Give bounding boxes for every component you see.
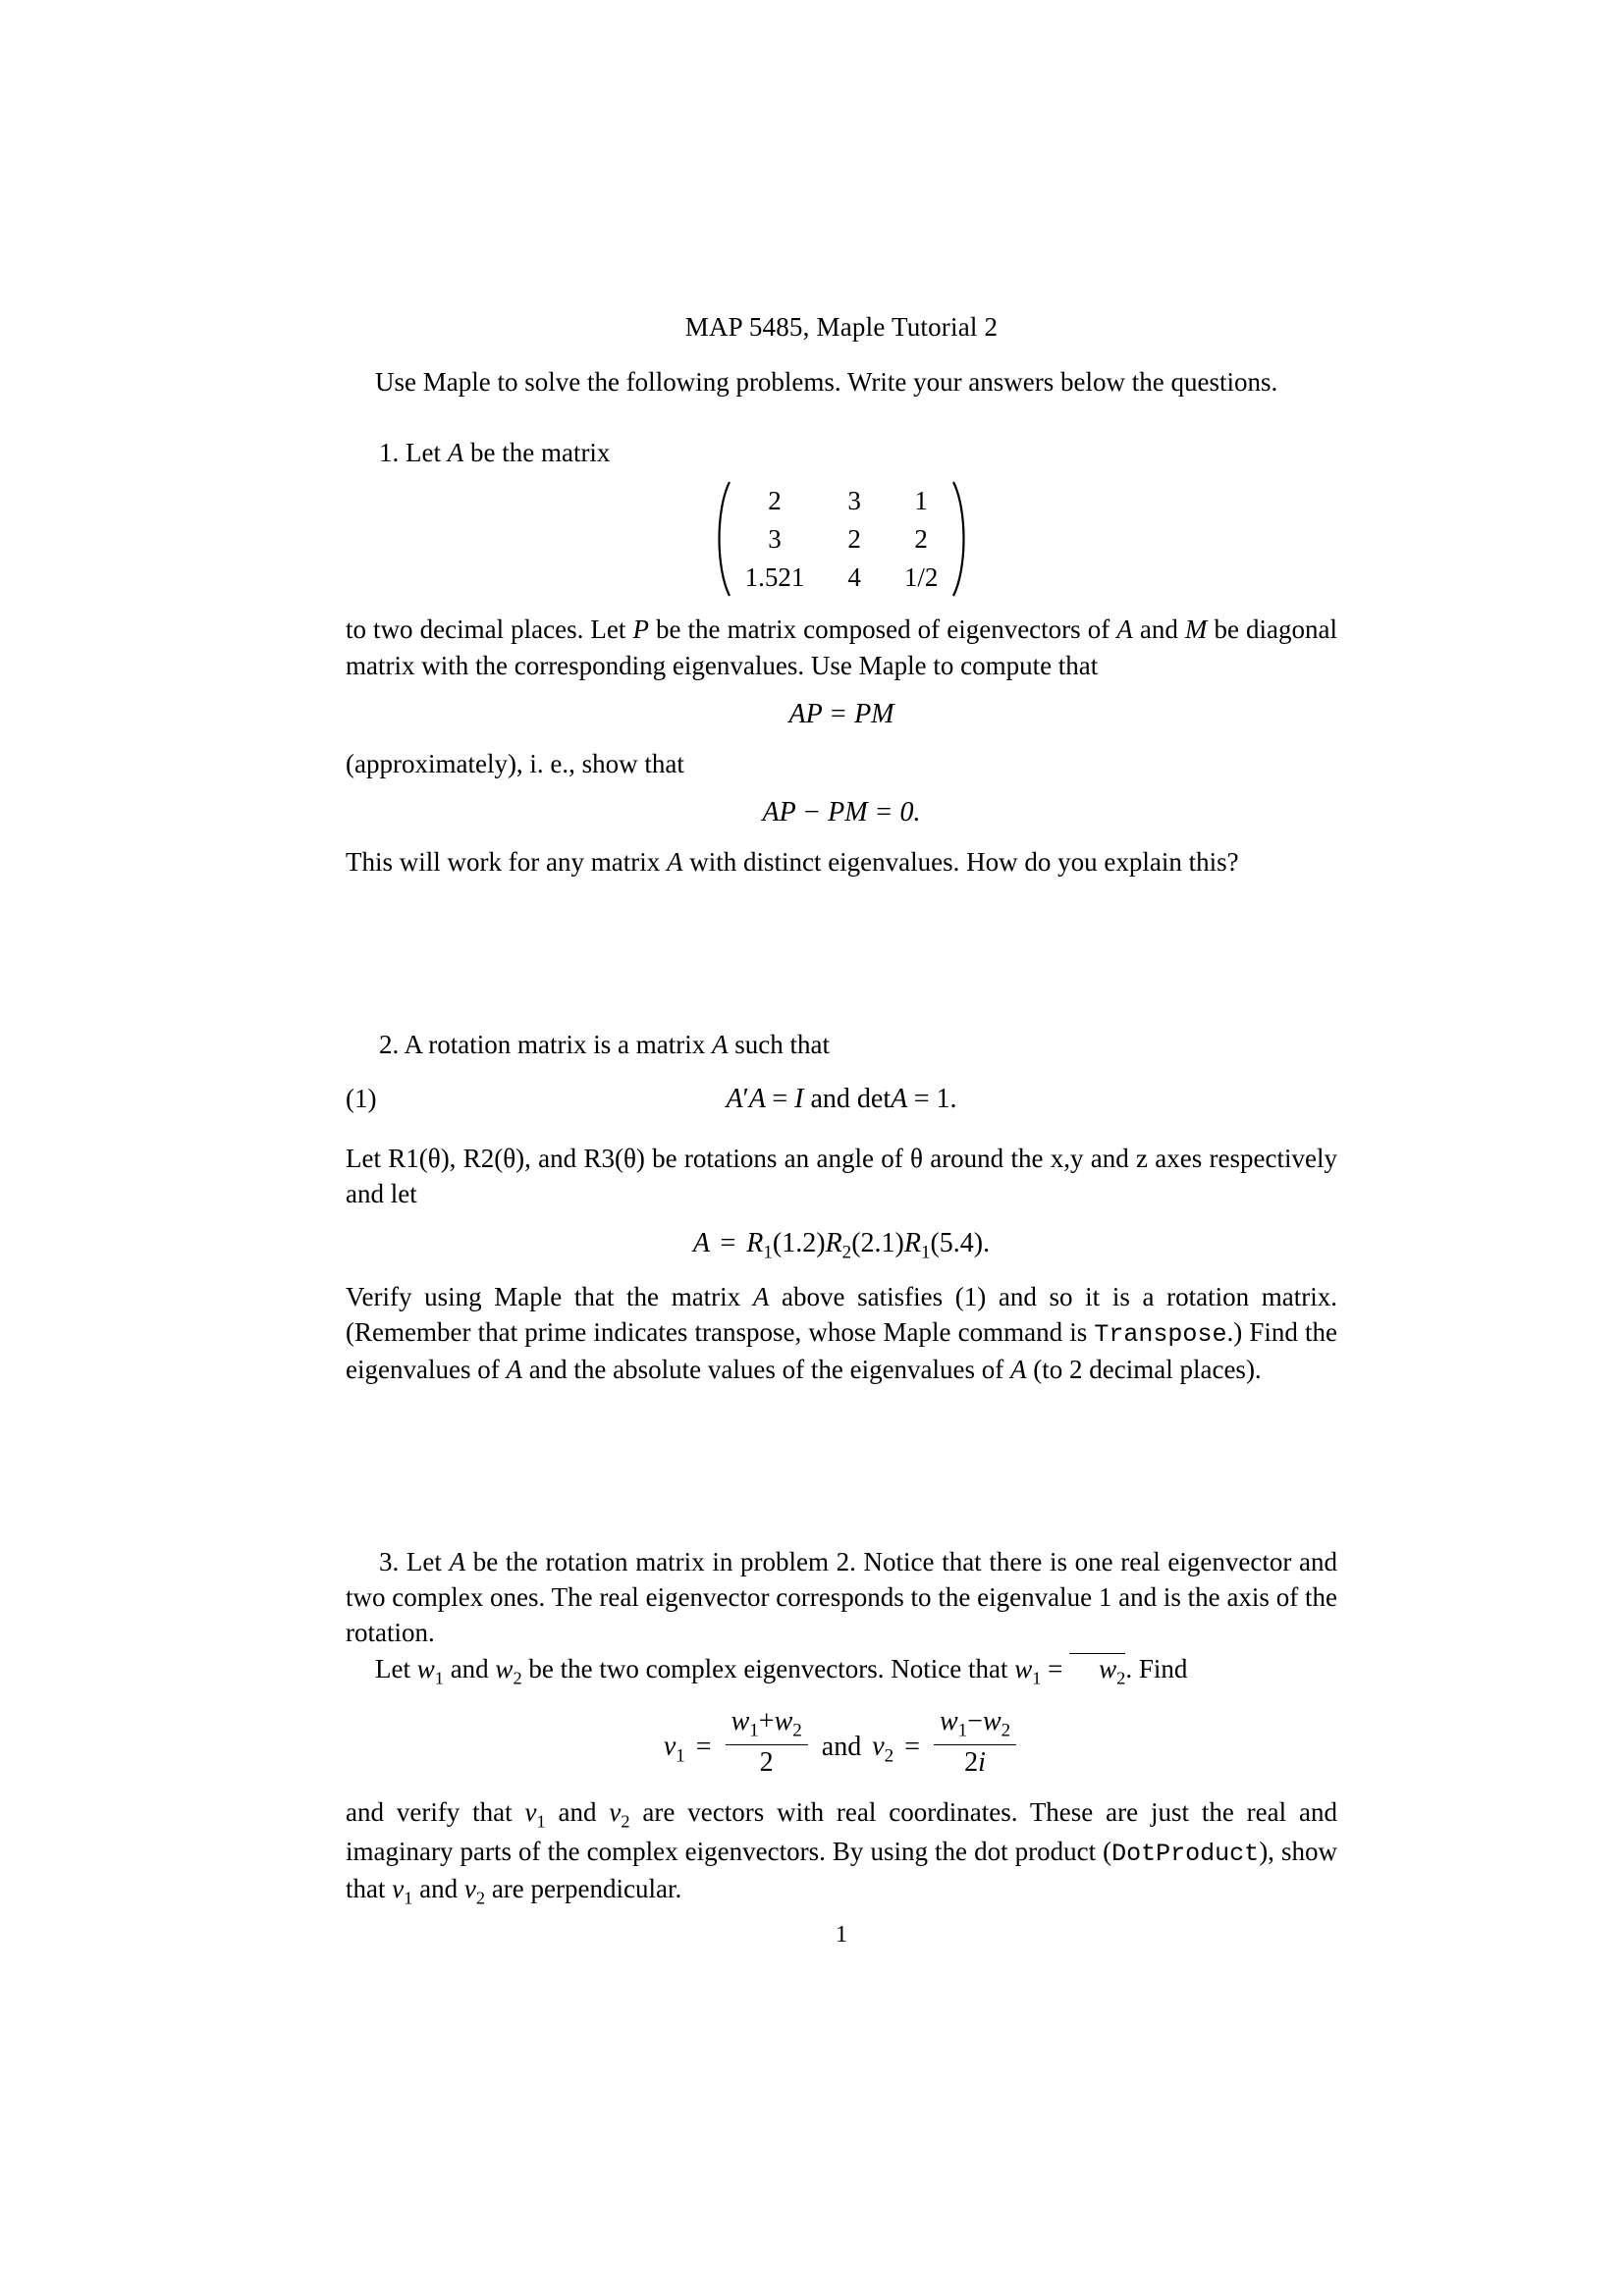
page-number: 1 bbox=[836, 1921, 847, 1948]
eq1-A3: A bbox=[891, 1084, 907, 1115]
eqA-R1-sub: 1 bbox=[763, 1242, 773, 1263]
problem-3-closing-2: and bbox=[545, 1797, 610, 1828]
eqA-R2-sub: 2 bbox=[841, 1242, 852, 1263]
var-v2-sub: 2 bbox=[884, 1745, 894, 1767]
problem-3-para2-3: be the two complex eigenvectors. Notice that bbox=[521, 1653, 1015, 1683]
matrix-cell: 3 bbox=[768, 523, 782, 554]
num-w2-sub: 2 bbox=[792, 1721, 802, 1742]
problem-3-closing-1: and verify that bbox=[346, 1797, 525, 1828]
var-w2-b: w bbox=[1099, 1653, 1117, 1683]
matrix-A-display bbox=[346, 480, 1337, 598]
matrix-cell: 1 bbox=[914, 485, 928, 515]
num2-w2: w bbox=[982, 1706, 1001, 1737]
fraction-v2-numerator bbox=[934, 1705, 1016, 1744]
spacer bbox=[346, 1387, 1337, 1544]
fraction-v2 bbox=[934, 1705, 1016, 1779]
var-M: M bbox=[1184, 614, 1208, 645]
left-paren-icon bbox=[708, 480, 733, 598]
var-A: A bbox=[1116, 614, 1133, 645]
var-A: A bbox=[666, 846, 683, 877]
var-w2-sub: 2 bbox=[513, 1667, 522, 1687]
fraction-v2-denominator bbox=[934, 1745, 1016, 1780]
problem-1-body-1: to two decimal places. Let bbox=[346, 614, 633, 645]
problem-1-closing-2: with distinct eigenvalues. How do you explain this? bbox=[682, 846, 1239, 877]
var-w1-b-sub: 1 bbox=[1032, 1667, 1042, 1687]
problem-1-lead-text-b: be the matrix bbox=[469, 438, 611, 468]
problem-3-para2-eq: = bbox=[1041, 1653, 1070, 1683]
plus-operator: + bbox=[758, 1706, 775, 1737]
eqA-arg2: (2.1) bbox=[851, 1227, 904, 1258]
var-v1-b: v bbox=[392, 1873, 405, 1903]
spacer bbox=[346, 880, 1337, 1027]
num2-w2-sub: 2 bbox=[1001, 1721, 1011, 1742]
problem-3-para-1 bbox=[346, 1544, 1337, 1651]
eqA-arg3: (5.4). bbox=[930, 1227, 991, 1258]
problem-1-matrix-var: A bbox=[447, 438, 464, 468]
equation-A-rotation-product bbox=[346, 1228, 1337, 1264]
num2-w1-sub: 1 bbox=[957, 1721, 968, 1742]
var-v1: v bbox=[524, 1797, 537, 1828]
matrix-cell: 1.521 bbox=[744, 561, 805, 592]
eqA-arg1: (1.2) bbox=[772, 1227, 826, 1258]
var-v1-sub: 1 bbox=[536, 1811, 546, 1832]
problem-1-body bbox=[346, 612, 1337, 682]
problem-2-closing-4: and the absolute values of the eigenvalues of bbox=[521, 1354, 1011, 1384]
problem-1-lead bbox=[346, 435, 1337, 470]
eq1-I: I bbox=[794, 1084, 804, 1115]
var-A: A bbox=[711, 1030, 729, 1060]
eq1-equals-1: = 1. bbox=[913, 1084, 957, 1115]
fraction-v1 bbox=[726, 1705, 808, 1779]
eqA-R3-sub: 1 bbox=[920, 1242, 931, 1263]
v1-equals: = bbox=[695, 1732, 712, 1763]
eqA-A: A bbox=[692, 1227, 710, 1258]
problem-2-closing bbox=[346, 1279, 1337, 1387]
problem-3-closing-4: ), show that bbox=[346, 1837, 1337, 1903]
problem-3-para1-1: Let bbox=[406, 1546, 450, 1576]
problem-3-para1-2: be the rotation matrix in problem 2. Notice that there is one real eigenvector and two complex ones. The real eigenvector corresponds to the eigenvalue 1 and is the axis of the rotation. bbox=[346, 1546, 1338, 1648]
problem-1-lead-text-a: Let bbox=[406, 438, 441, 468]
problem-2-rotations-text: Let R1(θ), R2(θ), and R3(θ) be rotations an angle of θ around the x,y and z axes respectively and let bbox=[346, 1144, 1337, 1209]
eqA-R3: R bbox=[903, 1227, 921, 1258]
maple-command-transpose: Transpose bbox=[1094, 1320, 1227, 1350]
matrix-cell: 2 bbox=[847, 523, 861, 554]
den2-imaginary-unit: i bbox=[978, 1746, 986, 1778]
problem-3-para2-4: . Find bbox=[1125, 1653, 1188, 1683]
maple-command-dotproduct: DotProduct bbox=[1111, 1840, 1260, 1869]
var-w2-b-sub: 2 bbox=[1116, 1667, 1126, 1687]
matrix-cell: 2 bbox=[768, 485, 782, 515]
var-P: P bbox=[632, 614, 649, 645]
v2-equals: = bbox=[904, 1732, 920, 1763]
num-w1-sub: 1 bbox=[749, 1721, 759, 1742]
var-A: A bbox=[1010, 1354, 1027, 1384]
equation-v1-v2-definitions bbox=[346, 1705, 1337, 1779]
var-w2: w bbox=[495, 1653, 514, 1683]
equation-AP-equals-PM: AP = PM bbox=[788, 698, 894, 729]
var-v1: v bbox=[663, 1732, 677, 1763]
problem-2-closing-2: above satisfies (1) and so it is a rotation matrix. (Remember that prime indicates transpose, whose Maple command is bbox=[346, 1282, 1337, 1348]
problem-2-lead-text-b: such that bbox=[728, 1030, 830, 1060]
eq1-equals: = bbox=[772, 1084, 788, 1115]
fraction-v1-numerator bbox=[726, 1705, 808, 1744]
num-w2: w bbox=[774, 1706, 793, 1737]
problem-1-body-2: be the matrix composed of eigenvectors of bbox=[648, 614, 1117, 645]
matrix-A bbox=[708, 480, 976, 598]
eq1-and: and bbox=[810, 1084, 850, 1115]
num2-w1: w bbox=[939, 1706, 958, 1737]
eq1-A2: A bbox=[748, 1084, 766, 1115]
eq1-A: A bbox=[726, 1084, 743, 1115]
var-v1-b-sub: 1 bbox=[404, 1888, 413, 1908]
matrix-cell: 1/2 bbox=[903, 561, 939, 592]
minus-operator: − bbox=[967, 1706, 983, 1737]
var-v2: v bbox=[872, 1732, 885, 1763]
var-w1-sub: 1 bbox=[434, 1667, 444, 1687]
eqA-R1: R bbox=[746, 1227, 764, 1258]
var-w1: w bbox=[416, 1653, 435, 1683]
eqA-equals: = bbox=[720, 1227, 736, 1258]
problem-1-body-3: and bbox=[1132, 614, 1185, 645]
equation-1-tag: (1) bbox=[346, 1084, 377, 1114]
matrix-cell: 3 bbox=[847, 485, 861, 515]
eqA-R2: R bbox=[825, 1227, 842, 1258]
problem-1-body-4: be diagonal matrix with the corresponding eigenvalues. Use Maple to compute that bbox=[346, 614, 1337, 680]
eq1-det: det bbox=[856, 1084, 892, 1115]
conjunction-and: and bbox=[821, 1732, 862, 1763]
equation-1-row bbox=[346, 1084, 1337, 1117]
problem-2-lead bbox=[346, 1027, 1337, 1062]
right-paren-icon bbox=[949, 480, 975, 598]
var-A: A bbox=[449, 1546, 466, 1576]
conjugate-w2 bbox=[1069, 1653, 1125, 1688]
var-v2-b: v bbox=[463, 1873, 476, 1903]
intro-paragraph: Use Maple to solve the following problems. Write your answers below the questions. bbox=[375, 367, 1278, 397]
equation-AP-minus-PM: AP − PM = 0. bbox=[762, 796, 921, 828]
problem-2-closing-3: .) Find the eigenvalues of bbox=[346, 1317, 1338, 1384]
problem-3-closing-3: are vectors with real coordinates. These are just the real and imaginary parts of the complex eigenvectors. By using the dot product ( bbox=[346, 1797, 1337, 1867]
page-title: MAP 5485, Maple Tutorial 2 bbox=[684, 312, 999, 342]
problem-3-closing bbox=[346, 1794, 1337, 1909]
den2-two: 2 bbox=[964, 1746, 979, 1778]
problem-3-para2-1: Let bbox=[375, 1653, 417, 1683]
problem-1-closing-1: This will work for any matrix bbox=[346, 846, 667, 877]
problem-2-lead-text-a: A rotation matrix is a matrix bbox=[404, 1030, 712, 1060]
problem-3-para2-2: and bbox=[443, 1653, 496, 1683]
page-content bbox=[346, 312, 1337, 1949]
equation-1-body bbox=[346, 1084, 1337, 1115]
problem-1-closing bbox=[346, 844, 1337, 880]
var-v2-b-sub: 2 bbox=[475, 1888, 486, 1908]
spacer bbox=[346, 400, 1337, 435]
problem-3-closing-6: are perpendicular. bbox=[485, 1873, 682, 1903]
problem-3-para-2 bbox=[346, 1651, 1337, 1690]
problem-2-number: 2. bbox=[379, 1030, 400, 1060]
num-w1: w bbox=[731, 1706, 750, 1737]
matrix-cell: 2 bbox=[914, 523, 928, 554]
problem-3-number: 3. bbox=[379, 1546, 400, 1576]
problem-2-closing-1: Verify using Maple that the matrix bbox=[346, 1282, 753, 1312]
problem-3-closing-5: and bbox=[412, 1873, 464, 1903]
var-w1-b: w bbox=[1014, 1653, 1033, 1683]
var-A: A bbox=[752, 1282, 770, 1312]
var-A: A bbox=[506, 1354, 522, 1384]
eq1-prime: ′ bbox=[742, 1084, 749, 1115]
problem-1-mid-text: (approximately), i. e., show that bbox=[346, 748, 684, 778]
problem-1-number: 1. bbox=[379, 438, 400, 468]
matrix-cell: 4 bbox=[847, 561, 861, 592]
problem-2-closing-5: (to 2 decimal places). bbox=[1026, 1354, 1262, 1384]
var-v2-sub: 2 bbox=[621, 1811, 630, 1832]
var-v2: v bbox=[609, 1797, 622, 1828]
matrix-A-grid bbox=[733, 481, 950, 598]
var-v1-sub: 1 bbox=[676, 1745, 685, 1767]
fraction-v1-denominator: 2 bbox=[759, 1746, 774, 1778]
